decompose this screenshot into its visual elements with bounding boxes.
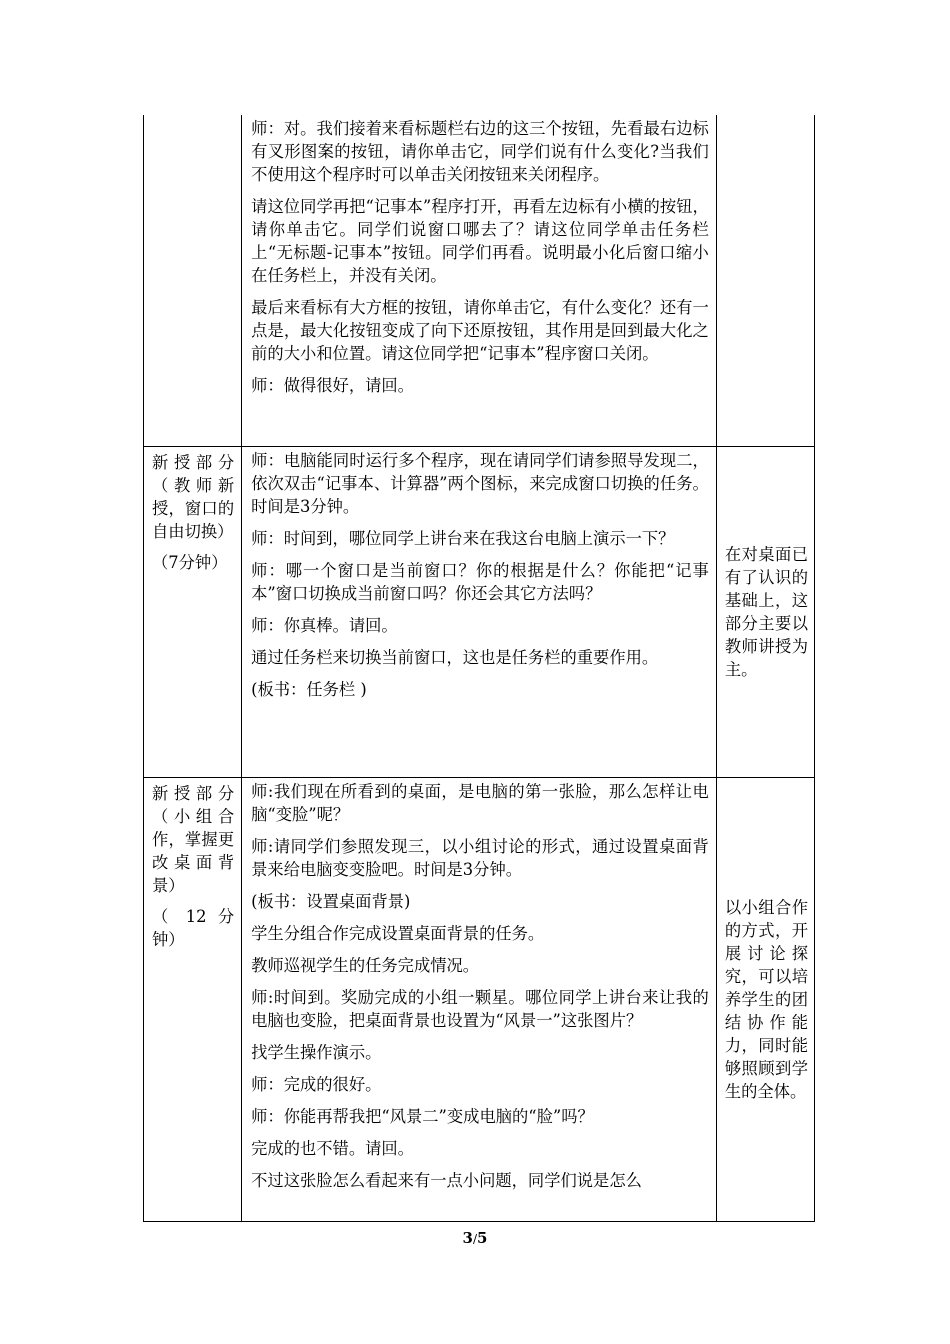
content-paragraph: 师：时间到，哪位同学上讲台来在我这台电脑上演示一下？ <box>251 528 675 548</box>
teaching-note: 以小组合作的方式，开展讨论探究，可以培养学生的团结协作能力，同时能够照顾到学生的全体。 <box>724 897 808 1101</box>
section-cell <box>144 446 242 777</box>
table-row <box>144 446 815 777</box>
content-paragraph: 师:时间到。奖励完成的小组一颗星。哪位同学上讲台来让我的电脑也变脸，把桌面背景也设置为“风景一”这张图片？ <box>251 987 709 1030</box>
content-paragraph: 请这位同学再把“记事本”程序打开，再看左边标有小横的按钮，请你单击它。同学们说窗口哪去了？请这位同学单击任务栏上“无标题-记事本”按钮。同学们再看。说明最小化后窗口缩小在任务栏上，并没有关闭。 <box>251 197 709 285</box>
content-paragraph: 师:请同学们参照发现三，以小组讨论的形式，通过设置桌面背景来给电脑变变脸吧。时间是3分钟。 <box>251 836 709 879</box>
content-paragraph: 师：你真棒。请回。 <box>251 615 398 635</box>
table-row <box>144 115 815 446</box>
content-paragraph: 师：你能再帮我把“风景二”变成电脑的“脸”吗？ <box>251 1106 594 1126</box>
content-paragraph: 师：对。我们接着来看标题栏右边的这三个按钮，先看最右边标有叉形图案的按钮，请你单击它，同学们说有什么变化?当我们不使用这个程序时可以单击关闭按钮来关闭程序。 <box>251 119 709 184</box>
notes-cell <box>716 115 814 446</box>
section-time: （ 12 分钟） <box>152 906 235 949</box>
content-paragraph: (板书：任务栏 ) <box>251 679 367 699</box>
content-paragraph: 通过任务栏来切换当前窗口，这也是任务栏的重要作用。 <box>251 647 659 667</box>
content-cell <box>242 115 717 446</box>
section-time: （7分钟） <box>152 552 228 572</box>
section-label: 新授部分（教师新授，窗口的自由切换） <box>152 452 235 541</box>
content-paragraph: 教师巡视学生的任务完成情况。 <box>251 955 480 975</box>
content-paragraph: 最后来看标有大方框的按钮，请你单击它，有什么变化？还有一点是，最大化按钮变成了向下还原按钮，其作用是回到最大化之前的大小和位置。请这位同学把“记事本”程序窗口关闭。 <box>251 298 709 363</box>
table-row <box>144 777 815 1221</box>
content-paragraph: (板书：设置桌面背景) <box>251 891 411 911</box>
section-cell <box>144 115 242 446</box>
content-cell <box>242 446 717 777</box>
current-page: 3 <box>462 1229 473 1247</box>
content-paragraph: 找学生操作演示。 <box>251 1042 382 1062</box>
teaching-note: 在对桌面已有了认识的基础上，这部分主要以教师讲授为主。 <box>724 544 808 679</box>
content-paragraph: 学生分组合作完成设置桌面背景的任务。 <box>251 923 545 943</box>
page-number <box>0 1229 950 1247</box>
content-paragraph: 师：哪一个窗口是当前窗口？你的根据是什么？你能把“记事本”窗口切换成当前窗口吗？你还会其它方法吗？ <box>251 560 709 603</box>
content-paragraph: 师：电脑能同时运行多个程序，现在请同学们请参照导发现二，依次双击“记事本、计算器”两个图标，来完成窗口切换的任务。时间是3分钟。 <box>251 450 709 516</box>
total-pages: 5 <box>477 1229 488 1247</box>
content-paragraph: 师：完成的很好。 <box>251 1074 382 1094</box>
content-paragraph: 师:我们现在所看到的桌面，是电脑的第一张脸，那么怎样让电脑“变脸”呢？ <box>251 781 709 824</box>
content-paragraph: 完成的也不错。请回。 <box>251 1138 414 1158</box>
section-label: 新授部分（小组合作，掌握更改桌面背景） <box>152 783 235 895</box>
lesson-plan-table <box>143 115 815 1222</box>
notes-cell <box>716 777 814 1221</box>
notes-cell <box>716 446 814 777</box>
page-separator: / <box>472 1232 478 1246</box>
content-cell <box>242 777 717 1221</box>
section-cell <box>144 777 242 1221</box>
content-paragraph: 师：做得很好，请回。 <box>251 376 414 395</box>
content-paragraph: 不过这张脸怎么看起来有一点小问题，同学们说是怎么 <box>251 1170 642 1190</box>
